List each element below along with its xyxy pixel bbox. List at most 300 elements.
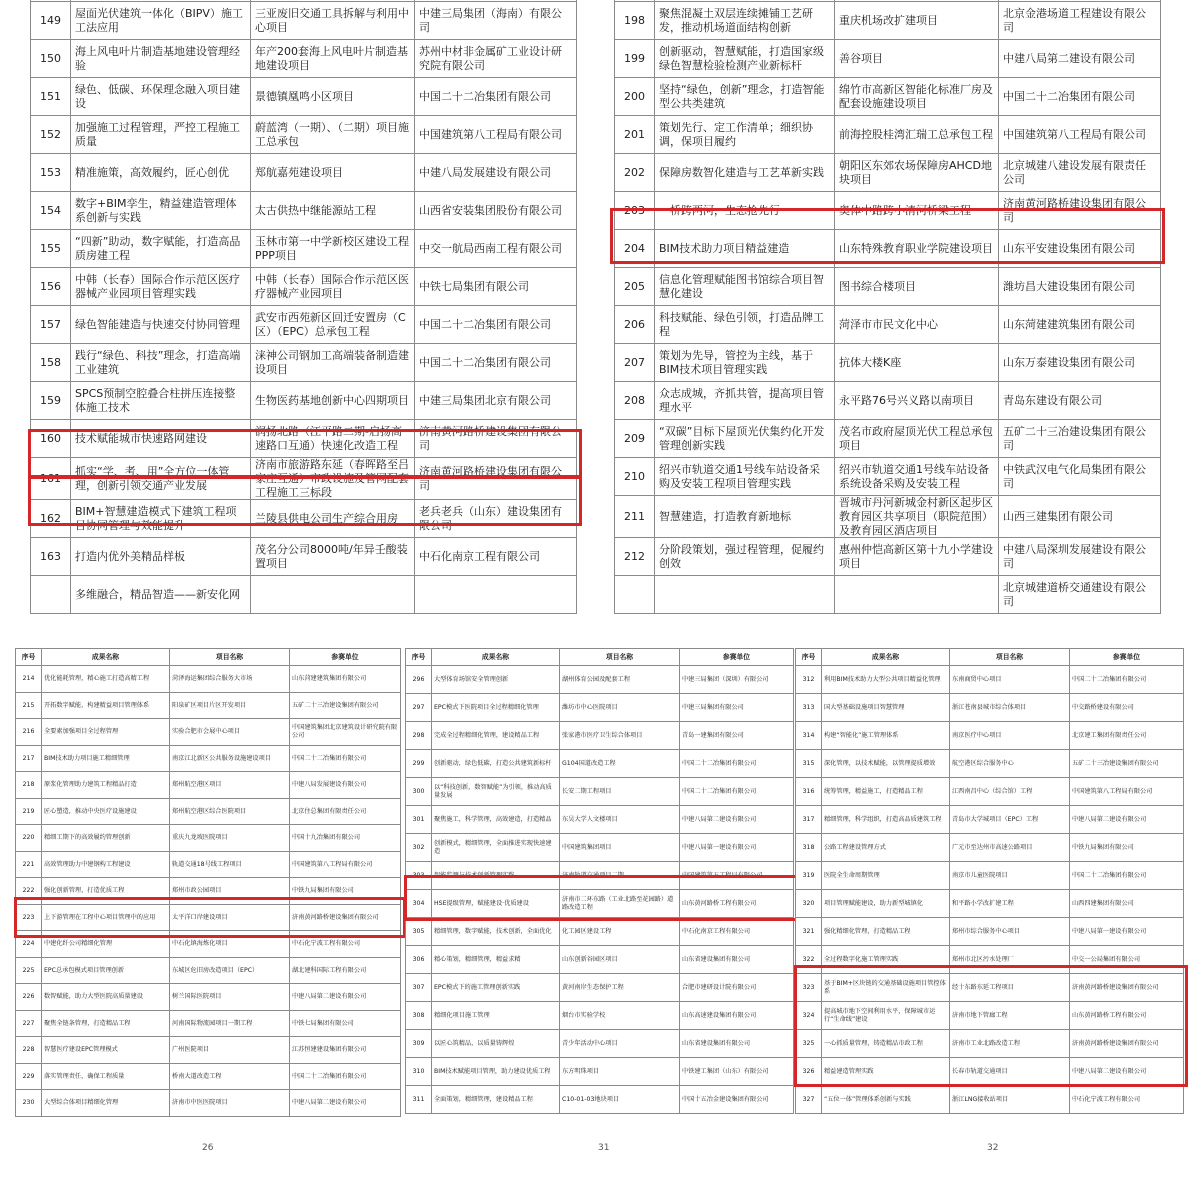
table-row	[16, 957, 401, 984]
achievement-name: 中韩（长春）国际合作示范区医疗器械产业园项目管理实践	[71, 268, 251, 306]
achievement-name: 匠心塑造，推动中央医疗设施建设	[42, 798, 170, 825]
participating-unit: 中石化南京工程有限公司	[415, 538, 577, 576]
row-number: 210	[615, 458, 655, 496]
achievement-name: 一心抓质量管理，铸造精品市政工程	[822, 1030, 950, 1058]
row-number: 199	[615, 40, 655, 78]
achievement-name: 一桥跨两河，生态抢先行	[655, 192, 835, 230]
achievement-name: 公路工程建设管理方式	[822, 834, 950, 862]
achievement-name: 精细管理，数字赋能，技术创新，全面优化	[432, 918, 560, 946]
table-row	[31, 2, 577, 40]
project-name: 郑州航空港区项目	[170, 772, 290, 799]
page-number: 31	[598, 1143, 610, 1153]
project-name: 抗体大楼K座	[835, 344, 999, 382]
project-name: 湖州体育公园及配套工程	[560, 666, 680, 694]
achievement-name: 坚持“绿色，创新”理念，打造智能型公共类建筑	[655, 78, 835, 116]
achievement-name: EPC模式下的施工管理创新实践	[432, 974, 560, 1002]
row-number: 224	[16, 931, 42, 958]
table-row	[31, 306, 577, 344]
table-row	[615, 344, 1161, 382]
participating-unit: 五矿二十三冶建设集团有限公司	[999, 420, 1161, 458]
achievement-name: 信息化管理赋能图书馆综合项目智慧化建设	[655, 268, 835, 306]
project-name: 太古供热中继能源站工程	[251, 192, 415, 230]
project-name: 朝阳区东郊农场保障房AHCD地块项目	[835, 154, 999, 192]
table-row	[615, 78, 1161, 116]
table-cell	[615, 576, 655, 614]
achievement-name: 优化能耗管理，精心施工打造高精工程	[42, 666, 170, 693]
table-row	[16, 931, 401, 958]
achievement-name: 原浆化管理助力建筑工程精品打造	[42, 772, 170, 799]
project-name: 润扬北路（江平路二期-启扬高速路口互通）快速化改造工程	[251, 420, 415, 458]
achievement-name: “四新”助动，数字赋能，打造高品质房建工程	[71, 230, 251, 268]
achievement-name: 统筹管理，精益施工，打造精品工程	[822, 778, 950, 806]
table-row	[406, 918, 794, 946]
participating-unit: 中建八局第二建设有限公司	[680, 806, 794, 834]
achievement-name: 创新驱动，绿色低碳，打造公共建筑新标杆	[432, 750, 560, 778]
project-name: 三亚废旧交通工具拆解与利用中心项目	[251, 2, 415, 40]
project-name: 济南市地下管廊工程	[950, 1002, 1070, 1030]
table-row	[406, 974, 794, 1002]
project-name: 涞神公司钢加工高端装备制造建设项目	[251, 344, 415, 382]
table-row	[615, 2, 1161, 40]
project-name: 太平洋口岸建设项目	[170, 904, 290, 931]
achievement-name: 全过程数字化施工管理实践	[822, 946, 950, 974]
participating-unit: 山东平安建设集团有限公司	[999, 230, 1161, 268]
project-name: 济南市工业北路改造工程	[950, 1030, 1070, 1058]
document-page-32	[795, 648, 1183, 1118]
project-name: 晋城市丹河新城金村新区起步区教育园区共享项目（职院范围）及教育园区酒店项目	[835, 496, 999, 538]
participating-unit: 中石化南京工程有限公司	[680, 918, 794, 946]
project-name: 树兰国际医院项目	[170, 984, 290, 1011]
achievement-name: 创新模式，精细管理，全面推进实现快速建造	[432, 834, 560, 862]
column-header: 项目名称	[170, 649, 290, 666]
row-number: 298	[406, 722, 432, 750]
achievement-name: 中建化纤公司精细化管理	[42, 931, 170, 958]
participating-unit: 中建八局第二建设有限公司	[1070, 806, 1184, 834]
participating-unit: 中国建筑第八工程局有限公司	[415, 116, 577, 154]
participating-unit: 老兵老兵（山东）建设集团有限公司	[415, 500, 577, 538]
row-number: 302	[406, 834, 432, 862]
achievement-name: SPCS预制空腔叠合柱拼压连接整体施工技术	[71, 382, 251, 420]
table-row	[615, 154, 1161, 192]
achievement-name: 数字+BIM孪生，精益建造管理体系创新与实践	[71, 192, 251, 230]
project-name: 郑州市政公园项目	[170, 878, 290, 905]
table-cell	[835, 576, 999, 614]
participating-unit: 中国二十二冶集团有限公司	[290, 745, 401, 772]
achievement-name: 聚焦全链条管理，打造精品工程	[42, 1010, 170, 1037]
page-number: 32	[987, 1143, 999, 1153]
project-name: 张家港市医疗卫生综合体项目	[560, 722, 680, 750]
achievement-name: 以匠心筑精品，以质量铸辉煌	[432, 1030, 560, 1058]
row-number: 226	[16, 984, 42, 1011]
awards-table	[15, 648, 401, 1117]
project-name: 长春市轨道交通项目	[950, 1058, 1070, 1086]
table-row	[615, 458, 1161, 496]
participating-unit: 中国二十二冶集团有限公司	[415, 344, 577, 382]
row-number: 222	[16, 878, 42, 905]
participating-unit: 山东黄河路桥工程有限公司	[1070, 1002, 1184, 1030]
row-number: 299	[406, 750, 432, 778]
participating-unit: 山西省安装集团股份有限公司	[415, 192, 577, 230]
project-name: 和平路小学改扩建工程	[950, 890, 1070, 918]
table-row	[406, 750, 794, 778]
table-row	[16, 984, 401, 1011]
project-name: 东吴大学人文楼项目	[560, 806, 680, 834]
achievement-name: 精心策划，精细管理，精益求精	[432, 946, 560, 974]
achievement-name: 智慧医疗建设EPC管理模式	[42, 1037, 170, 1064]
document-page-26	[15, 648, 400, 1118]
row-number: 316	[796, 778, 822, 806]
participating-unit: 中建三局集团北京有限公司	[415, 382, 577, 420]
row-number: 200	[615, 78, 655, 116]
participating-unit: 中国二十二冶集团有限公司	[680, 750, 794, 778]
participating-unit: 中石化宁波工程有限公司	[290, 931, 401, 958]
table-row	[31, 78, 577, 116]
table-row	[615, 268, 1161, 306]
table-row	[615, 538, 1161, 576]
row-number: 211	[615, 496, 655, 538]
achievement-name: 大型体育场馆安全管理创新	[432, 666, 560, 694]
project-name: 蔚蓝湾（一期）、（二期）项目施工总承包	[251, 116, 415, 154]
table-row	[16, 878, 401, 905]
row-number: 229	[16, 1063, 42, 1090]
participating-unit: 中交路桥建设有限公司	[1070, 694, 1184, 722]
table-row	[31, 382, 577, 420]
achievement-name: 项目管理赋能建设，助力新型城镇化	[822, 890, 950, 918]
achievement-name: 国大型基础设施项目智慧管理	[822, 694, 950, 722]
table-row	[796, 974, 1184, 1002]
table-row	[16, 719, 401, 746]
table-row	[615, 116, 1161, 154]
project-name: 潍坊市中心医院项目	[560, 694, 680, 722]
achievement-name: HSE提级管理，赋能建设·优质建设	[432, 890, 560, 918]
achievement-name: 技术赋能城市快速路网建设	[71, 420, 251, 458]
table-row	[796, 750, 1184, 778]
column-header: 项目名称	[560, 649, 680, 666]
table-row	[796, 806, 1184, 834]
project-name: 实验合肥市会展中心项目	[170, 719, 290, 746]
project-name: 菏泽海运集团综合服务大市场	[170, 666, 290, 693]
project-name: 茂名分公司8000吨/年异壬酸装置项目	[251, 538, 415, 576]
row-number: 198	[615, 2, 655, 40]
row-number: 321	[796, 918, 822, 946]
participating-unit: 中建八局第一建设有限公司	[680, 834, 794, 862]
table-row	[31, 538, 577, 576]
awards-table	[30, 0, 577, 614]
row-number: 158	[31, 344, 71, 382]
project-name: 重庆机场改扩建项目	[835, 2, 999, 40]
participating-unit: 北京住总集团有限责任公司	[290, 798, 401, 825]
project-name: 兰陵县供电公司生产综合用房	[251, 500, 415, 538]
project-name: 济南市二环东路（工业北路至花园路）道路改造工程	[560, 890, 680, 918]
achievement-name: 全面策划，精细管理，建设精品工程	[432, 1086, 560, 1114]
row-number: 305	[406, 918, 432, 946]
column-header: 成果名称	[432, 649, 560, 666]
row-number: 221	[16, 851, 42, 878]
achievement-name: 加强施工过程管理，严控工程施工质量	[71, 116, 251, 154]
row-number: 206	[615, 306, 655, 344]
participating-unit: 青岛一建集团有限公司	[680, 722, 794, 750]
project-name: 黄河南岸生态保护工程	[560, 974, 680, 1002]
column-header: 序号	[16, 649, 42, 666]
participating-unit: 山东菏建建筑集团有限公司	[999, 306, 1161, 344]
project-name: 年产200套海上风电叶片制造基地建设项目	[251, 40, 415, 78]
row-number: 303	[406, 862, 432, 890]
project-name: 善谷项目	[835, 40, 999, 78]
achievement-name: 打造内优外美精品样板	[71, 538, 251, 576]
achievement-name: 上下游管理在工程中心项目管理中的应用	[42, 904, 170, 931]
row-number: 203	[615, 192, 655, 230]
participating-unit: 山东万泰建设集团有限公司	[999, 344, 1161, 382]
participating-unit: 山东高速建设集团有限公司	[680, 1002, 794, 1030]
row-number: 314	[796, 722, 822, 750]
table-row	[16, 1010, 401, 1037]
row-number: 151	[31, 78, 71, 116]
row-number: 230	[16, 1090, 42, 1117]
project-name: 郑州市北区污水处理厂	[950, 946, 1070, 974]
participating-unit: 中建三局集团（深圳）有限公司	[680, 666, 794, 694]
participating-unit: 山西三建集团有限公司	[999, 496, 1161, 538]
row-number: 156	[31, 268, 71, 306]
row-number: 150	[31, 40, 71, 78]
awards-table	[614, 0, 1161, 614]
table-row	[796, 1030, 1184, 1058]
table-row	[796, 1058, 1184, 1086]
project-name: 经十东路东延工程项目	[950, 974, 1070, 1002]
achievement-name: 众志成城，齐抓共管，提高项目管理水平	[655, 382, 835, 420]
participating-unit: 湖北建科国际工程有限公司	[290, 957, 401, 984]
participating-unit: 中建八局第二建设有限公司	[290, 1090, 401, 1117]
achievement-name: 创新驱动，智慧赋能，打造国家级绿色智慧检验检测产业新标杆	[655, 40, 835, 78]
project-name: 中韩（长春）国际合作示范区医疗器械产业园项目	[251, 268, 415, 306]
project-name: 东方明珠项目	[560, 1058, 680, 1086]
row-number: 300	[406, 778, 432, 806]
table-row	[31, 116, 577, 154]
achievement-name: “五位一体”管理体系创新与实践	[822, 1086, 950, 1114]
column-header: 参赛单位	[1070, 649, 1184, 666]
row-number: 304	[406, 890, 432, 918]
project-name: 河南国际物流园项目一期工程	[170, 1010, 290, 1037]
table-row	[615, 382, 1161, 420]
row-number: 326	[796, 1058, 822, 1086]
achievement-name: 策划为先导，管控为主线，基于BIM技术项目管理实践	[655, 344, 835, 382]
table-row	[31, 230, 577, 268]
table-row	[796, 946, 1184, 974]
table-row	[16, 1037, 401, 1064]
table-cell: 北京城建道桥交通建设有限公司	[999, 576, 1161, 614]
table-row	[406, 946, 794, 974]
participating-unit: 济南黄河路桥建设集团有限公司	[415, 420, 577, 458]
table-row	[31, 500, 577, 538]
row-number: 227	[16, 1010, 42, 1037]
project-name: 山东创新谷园区项目	[560, 946, 680, 974]
achievement-name: BIM+智慧建造模式下建筑工程项目协同管理与效能提升	[71, 500, 251, 538]
participating-unit: 中铁建工集团（山东）有限公司	[680, 1058, 794, 1086]
project-name: 南京医疗中心项目	[950, 722, 1070, 750]
table-cell	[655, 576, 835, 614]
project-name: 青少年活动中心项目	[560, 1030, 680, 1058]
participating-unit: 中建八局第二建设有限公司	[290, 984, 401, 1011]
row-number: 223	[16, 904, 42, 931]
table-row	[16, 1063, 401, 1090]
table-row	[406, 862, 794, 890]
project-name: 航空港区综合服务中心	[950, 750, 1070, 778]
project-name: 桥南大道改造工程	[170, 1063, 290, 1090]
project-name: 轨道交通18号线工程项目	[170, 851, 290, 878]
achievement-name: 构建“智能化”施工管理体系	[822, 722, 950, 750]
project-name: G104国道改造工程	[560, 750, 680, 778]
column-header: 序号	[796, 649, 822, 666]
table-row	[16, 798, 401, 825]
row-number: 306	[406, 946, 432, 974]
project-name: 武安市西苑新区回迁安置房（C区）（EPC）总承包工程	[251, 306, 415, 344]
project-name: 永平路76号兴义路以南项目	[835, 382, 999, 420]
project-name: 东南商贸中心项目	[950, 666, 1070, 694]
table-row	[796, 778, 1184, 806]
table-row	[615, 576, 1161, 614]
participating-unit: 济南黄河路桥建设集团有限公司	[1070, 974, 1184, 1002]
document-page-top-right	[614, 0, 1160, 608]
row-number: 311	[406, 1086, 432, 1114]
row-number: 310	[406, 1058, 432, 1086]
row-number: 313	[796, 694, 822, 722]
table-row	[31, 192, 577, 230]
row-number: 325	[796, 1030, 822, 1058]
participating-unit: 中国二十二冶集团有限公司	[415, 78, 577, 116]
row-number: 312	[796, 666, 822, 694]
project-name: 景德镇凰鸣小区项目	[251, 78, 415, 116]
achievement-name: 落实管理责任，确保工程质量	[42, 1063, 170, 1090]
column-header: 参赛单位	[680, 649, 794, 666]
participating-unit: 济南黄河路桥建设集团有限公司	[1070, 1030, 1184, 1058]
participating-unit: 济南黄河路桥建设集团有限公司	[999, 192, 1161, 230]
project-name: 浙江LNG接收站项目	[950, 1086, 1070, 1114]
participating-unit: 中国二十二冶集团有限公司	[415, 306, 577, 344]
row-number: 205	[615, 268, 655, 306]
row-number: 152	[31, 116, 71, 154]
achievement-name: 全要素加强项目全过程管理	[42, 719, 170, 746]
participating-unit: 五矿二十三冶建设集团有限公司	[290, 692, 401, 719]
table-row	[16, 1090, 401, 1117]
participating-unit: 江苏恒建建设集团有限公司	[290, 1037, 401, 1064]
row-number: 218	[16, 772, 42, 799]
achievement-name: 以“科技创新，数智赋能”为引领，推动高质量发展	[432, 778, 560, 806]
row-number: 308	[406, 1002, 432, 1030]
row-number: 296	[406, 666, 432, 694]
table-row	[796, 1002, 1184, 1030]
achievement-name: 科技赋能、绿色引领，打造品牌工程	[655, 306, 835, 344]
table-body-page-31	[406, 666, 794, 1114]
achievement-name: “双碳”目标下屋顶光伏集约化开发管理创新实践	[655, 420, 835, 458]
participating-unit: 山东黄河路桥工程有限公司	[680, 890, 794, 918]
document-page-31	[405, 648, 793, 1118]
project-name: 茂名市政府屋顶光伏工程总承包项目	[835, 420, 999, 458]
table-row	[615, 420, 1161, 458]
document-page-top-left	[30, 0, 576, 601]
row-number: 327	[796, 1086, 822, 1114]
participating-unit: 中铁九局集团有限公司	[290, 878, 401, 905]
project-name: 山东特殊教育职业学院建设项目	[835, 230, 999, 268]
achievement-name: 策划先行、定工作清单；细织协调，保项目履约	[655, 116, 835, 154]
table-row	[406, 1002, 794, 1030]
table-row	[31, 40, 577, 78]
table-row	[796, 918, 1184, 946]
row-number: 217	[16, 745, 42, 772]
column-header: 成果名称	[42, 649, 170, 666]
row-number: 317	[796, 806, 822, 834]
achievement-name: 完成全过程精细化管理，建设精品工程	[432, 722, 560, 750]
participating-unit: 中国建筑第五工程局有限公司	[680, 862, 794, 890]
achievement-name: 利用BIM技术助力大型公共项目精益化管理	[822, 666, 950, 694]
participating-unit: 五矿二十三冶建设集团有限公司	[1070, 750, 1184, 778]
participating-unit: 中国十九冶集团有限公司	[290, 825, 401, 852]
table-row	[16, 772, 401, 799]
project-name: 中石化镇海炼化项目	[170, 931, 290, 958]
achievement-name: 高效管理助力中建钢构工程建设	[42, 851, 170, 878]
participating-unit: 中建八局第二建设有限公司	[999, 40, 1161, 78]
participating-unit: 中建三局集团有限公司	[680, 694, 794, 722]
achievement-name: 精细工期下的高效履约管理创新	[42, 825, 170, 852]
achievement-name: 保障房数智化建造与工艺革新实践	[655, 154, 835, 192]
participating-unit: 合肥市建研设计院有限公司	[680, 974, 794, 1002]
achievement-name: 分阶段策划，强过程管理，促履约创效	[655, 538, 835, 576]
achievement-name: EPC总承包模式项目管理创新	[42, 957, 170, 984]
table-row	[406, 694, 794, 722]
achievement-name: 提高城市地下空间利用水平，保障城市运行“生命线”建设	[822, 1002, 950, 1030]
participating-unit: 中建八局第二建设有限公司	[1070, 1058, 1184, 1086]
project-name: 烟台市实验学校	[560, 1002, 680, 1030]
participating-unit: 中铁武汉电气化局集团有限公司	[999, 458, 1161, 496]
achievement-name: BIM技术助力项目施工精细管理	[42, 745, 170, 772]
participating-unit: 中铁九局集团有限公司	[1070, 834, 1184, 862]
table-row	[796, 666, 1184, 694]
column-header: 项目名称	[950, 649, 1070, 666]
table-row	[406, 890, 794, 918]
row-number: 324	[796, 1002, 822, 1030]
row-number: 202	[615, 154, 655, 192]
table-row	[796, 694, 1184, 722]
project-name: 图书综合楼项目	[835, 268, 999, 306]
project-name: 重庆九龙坡医院项目	[170, 825, 290, 852]
row-number: 318	[796, 834, 822, 862]
column-header: 序号	[406, 649, 432, 666]
participating-unit: 中国二十二冶集团有限公司	[290, 1063, 401, 1090]
achievement-name: 聚焦施工，科学管理，高效建造，打造精品	[432, 806, 560, 834]
table-row	[16, 825, 401, 852]
table-row	[615, 40, 1161, 78]
table-body-top-left	[31, 0, 577, 614]
project-name: 生物医药基地创新中心四期项目	[251, 382, 415, 420]
participating-unit: 中建八局深圳发展建设有限公司	[999, 538, 1161, 576]
table-body-top-right	[615, 0, 1161, 614]
achievement-name: 践行“绿色、科技”理念，打造高端工业建筑	[71, 344, 251, 382]
table-row	[406, 1086, 794, 1114]
achievement-name: 精益建造管理实践	[822, 1058, 950, 1086]
achievement-name: BIM技术赋能项目管理，助力建设优质工程	[432, 1058, 560, 1086]
project-name: 长安二期工程项目	[560, 778, 680, 806]
participating-unit: 济南黄河路桥建设集团有限公司	[290, 904, 401, 931]
table-row	[406, 722, 794, 750]
table-row	[406, 806, 794, 834]
participating-unit: 中建八局发展建设有限公司	[290, 772, 401, 799]
table-row	[615, 496, 1161, 538]
participating-unit: 中国二十二冶集团有限公司	[680, 778, 794, 806]
table-cell	[415, 576, 577, 614]
row-number: 323	[796, 974, 822, 1002]
table-row	[406, 1030, 794, 1058]
participating-unit: 中石化宁波工程有限公司	[1070, 1086, 1184, 1114]
row-number: 209	[615, 420, 655, 458]
participating-unit: 中交一公局集团有限公司	[1070, 946, 1184, 974]
